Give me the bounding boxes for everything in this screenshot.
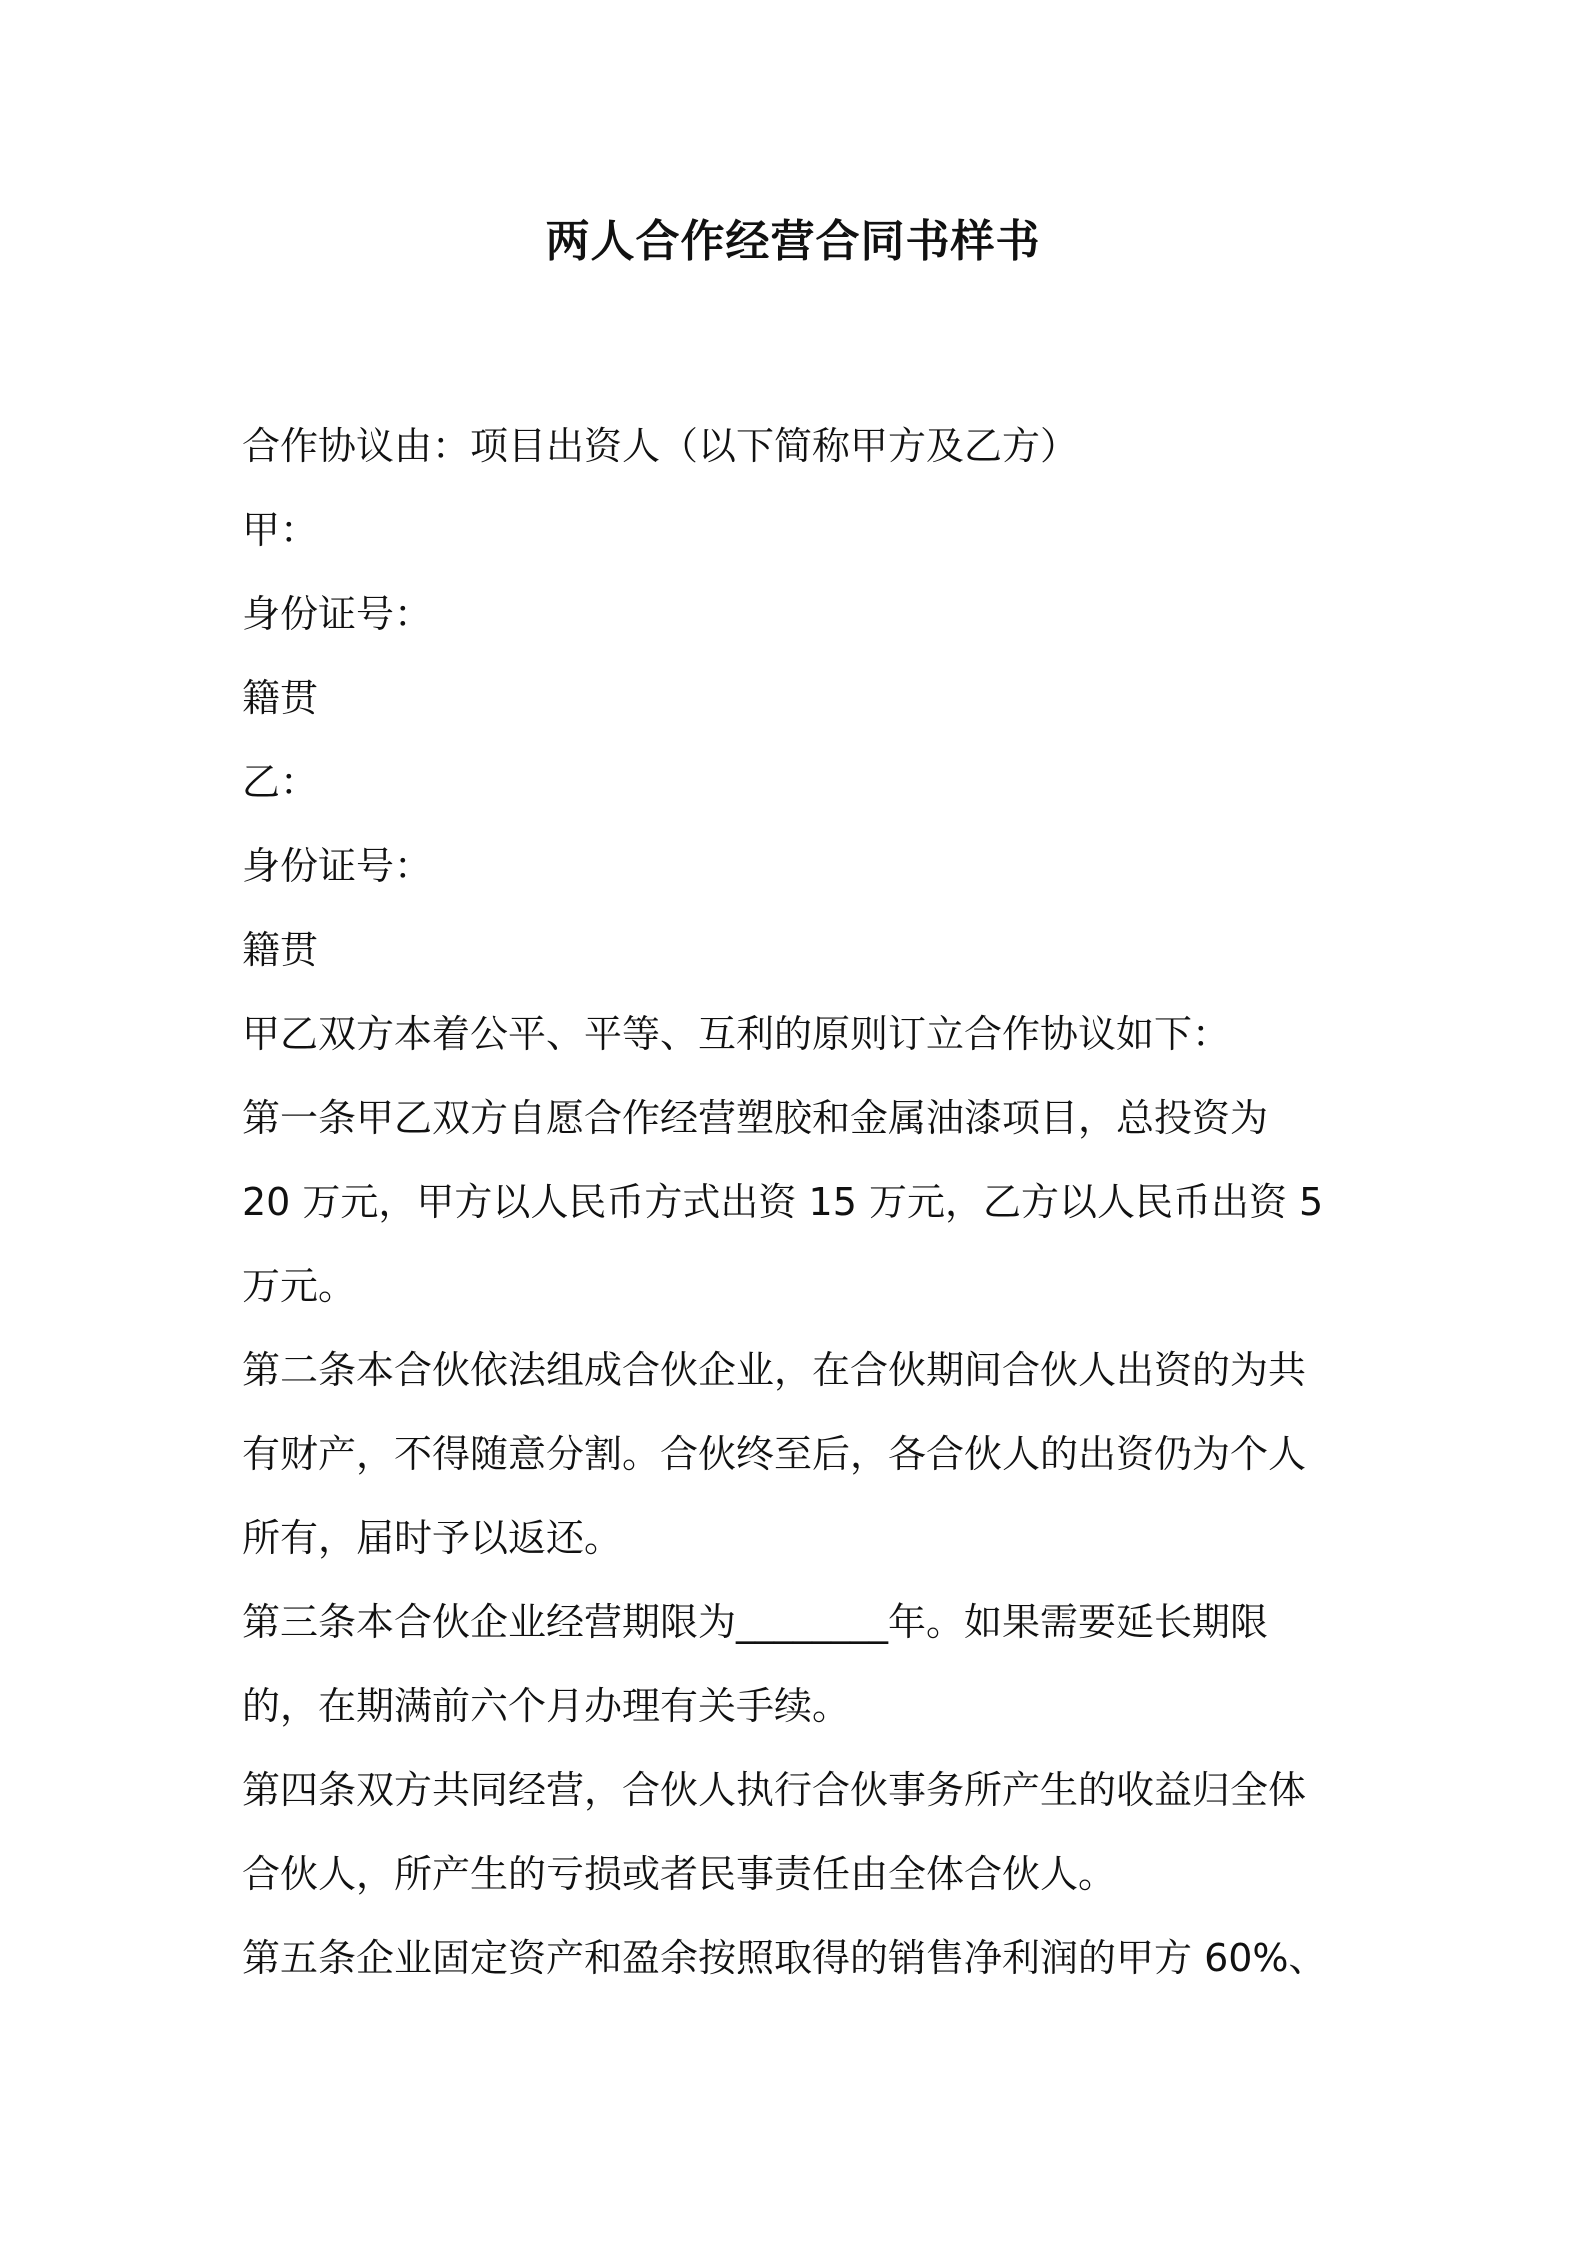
- text-line-article-1-cont: 20 万元，甲方以人民币方式出资 15 万元，乙方以人民币出资 5: [242, 1180, 1324, 1224]
- text-line-article-2: 第二条本合伙依法组成合伙企业，在合伙期间合伙人出资的为共: [242, 1348, 1307, 1392]
- text-line-article-1-end: 万元。: [242, 1264, 357, 1308]
- text-line-article-1: 第一条甲乙双方自愿合作经营塑胶和金属油漆项目，总投资为: [242, 1096, 1269, 1140]
- text-line-intro: 合作协议由：项目出资人（以下简称甲方及乙方）: [242, 424, 1079, 468]
- text-line-article-5: 第五条企业固定资产和盈余按照取得的销售净利润的甲方 60%、: [242, 1936, 1327, 1980]
- text-line-article-4-end: 合伙人，所产生的亏损或者民事责任由全体合伙人。: [242, 1852, 1117, 1896]
- text-line-party-a-origin: 籍贯: [242, 676, 319, 720]
- text-line-article-4: 第四条双方共同经营，合伙人执行合伙事务所产生的收益归全体: [242, 1768, 1307, 1812]
- text-line-party-a: 甲：: [242, 508, 319, 552]
- text-line-party-b-origin: 籍贯: [242, 928, 319, 972]
- text-line-article-3-end: 的，在期满前六个月办理有关手续。: [242, 1684, 851, 1728]
- text-line-article-3: 第三条本合伙企业经营期限为________年。如果需要延长期限: [242, 1600, 1269, 1644]
- text-line-principle: 甲乙双方本着公平、平等、互利的原则订立合作协议如下：: [242, 1012, 1231, 1056]
- document-title: 两人合作经营合同书样书: [545, 216, 1041, 267]
- text-line-article-2-end: 所有，届时予以返还。: [242, 1516, 623, 1560]
- text-line-party-a-id: 身份证号：: [242, 592, 433, 636]
- text-line-party-b: 乙：: [242, 760, 319, 804]
- text-line-article-2-cont: 有财产，不得随意分割。合伙终至后，各合伙人的出资仍为个人: [242, 1432, 1307, 1476]
- document-body: [242, 404, 1352, 2000]
- text-line-party-b-id: 身份证号：: [242, 844, 433, 888]
